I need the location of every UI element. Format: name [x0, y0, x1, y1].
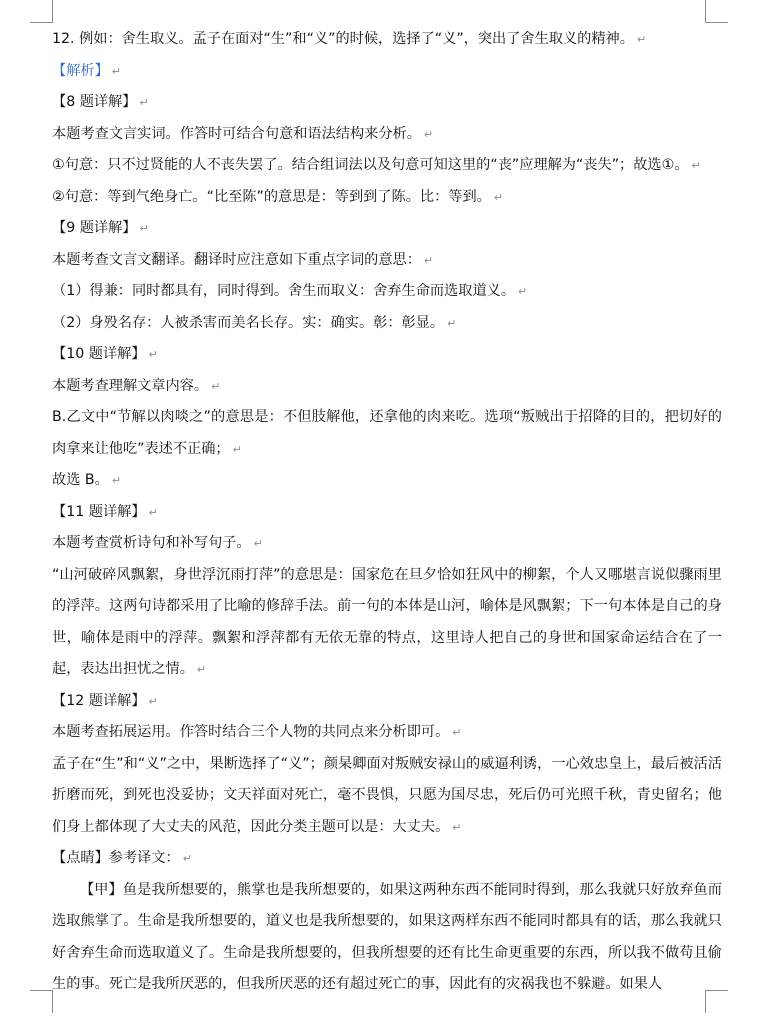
paragraph[interactable]: [52, 497, 722, 529]
paragraph[interactable]: [52, 717, 722, 749]
paragraph-text: 【10 题详解】: [52, 346, 146, 362]
paragraph[interactable]: [52, 150, 722, 182]
paragraph[interactable]: [52, 843, 722, 875]
paragraph-mark-icon: ↵: [196, 663, 207, 676]
paragraph-text: 本题考查赏析诗句和补写句子。: [52, 535, 251, 551]
paragraph-text: 本题考查文言实词。作答时可结合句意和语法结构来分析。: [52, 125, 421, 142]
paragraph-text: ②句意：等到气绝身亡。“比至陈”的意思是：等到到了陈。比：等到。: [52, 188, 491, 205]
paragraph-mark-icon: ↵: [452, 726, 462, 739]
paragraph-text: 【8 题详解】: [52, 94, 137, 110]
paragraph-text: 孟子在“生”和“义”之中，果断选择了“义”；颜杲卿面对叛贼安禄山的威逼利诱，一心效忠皇上，最后被活活折磨而死，到死也没妥协；文天祥面对死亡，毫不畏惧，只愿为国尽忠，死后仍可光照千秋，青史留名；他们身上都体现了大丈夫的风范，因此分类主题可以是：大丈夫。: [52, 755, 722, 835]
paragraph-mark-icon: ↵: [423, 253, 434, 267]
paragraph[interactable]: [52, 308, 722, 340]
paragraph-text: 【11 题详解】: [52, 503, 146, 520]
paragraph[interactable]: [52, 56, 722, 88]
paragraph-mark-icon: ↵: [423, 127, 434, 141]
paragraph-mark-icon: ↵: [139, 222, 149, 235]
paragraph-mark-icon: ↵: [452, 820, 462, 834]
paragraph-text: 本题考查文言文翻译。翻译时应注意如下重点字词的意思：: [52, 251, 421, 268]
paragraph-mark-icon: ↵: [493, 190, 504, 204]
paragraph-mark-icon: ↵: [148, 505, 158, 519]
paragraph-text: 本题考查理解文章内容。: [52, 377, 209, 394]
paragraph[interactable]: [52, 119, 722, 151]
paragraph-mark-icon: ↵: [636, 33, 647, 46]
paragraph-mark-icon: ↵: [148, 694, 158, 708]
paragraph[interactable]: [52, 465, 722, 497]
paragraph[interactable]: [52, 402, 722, 465]
paragraph-mark-icon: ↵: [111, 474, 122, 487]
paragraph-text: 故选 B。: [52, 472, 109, 488]
paragraph[interactable]: [52, 371, 722, 403]
paragraph-text: （2）身殁名存：人被杀害而美名长存。实：确实。彰：彰显。: [52, 314, 445, 331]
paragraph[interactable]: [52, 182, 722, 214]
paragraph-text: “山河破碎风飘絮，身世浮沉雨打萍”的意思是：国家危在旦夕恰如狂风中的柳絮，个人又哪堪言说似骤雨里的浮萍。这两句诗都采用了比喻的修辞手法。前一句的本体是山河，喻体是风飘絮；下一句本体是自己的身世，喻体是雨中的浮萍。飘絮和浮萍都有无依无靠的特点，这里诗人把自己的身世和国家命运结合在了一起，表达出担忧之情。: [52, 566, 722, 677]
paragraph-text: 【12 题详解】: [52, 692, 146, 709]
page-corner-mark-top-left: [30, 0, 53, 23]
paragraph-mark-icon: ↵: [139, 96, 149, 109]
paragraph[interactable]: [52, 875, 722, 1001]
paragraph[interactable]: [52, 528, 722, 560]
paragraph-mark-icon: ↵: [182, 852, 192, 865]
paragraph[interactable]: [52, 749, 722, 844]
paragraph-mark-icon: ↵: [148, 348, 158, 361]
paragraph-text: ①句意：只不过贤能的人不丧失罢了。结合组词法以及句意可知这里的“丧”应理解为“丧失”；故选①。: [52, 157, 689, 173]
page-corner-mark-bottom-left: [30, 990, 53, 1013]
paragraph-text: （1）得兼：同时都具有，同时得到。舍生而取义：舍弃生命而选取道义。: [52, 283, 516, 299]
paragraph-mark-icon: ↵: [253, 537, 263, 550]
paragraph-text: 12. 例如：舍生取义。孟子在面对“生”和“义”的时候，选择了“义”，突出了舍生取义的精神。: [52, 31, 634, 47]
paragraph-text: 【甲】鱼是我所想要的，熊掌也是我所想要的，如果这两种东西不能同时得到，那么我就只好放弃鱼而选取熊掌了。生命是我所想要的，道义也是我所想要的，如果这两样东西不能同时都具有的话，那么我就只好舍弃生命而选取道义了。生命是我所想要的，但我所想要的还有比生命更重要的东西，所以我不做苟且偷生的事。死亡是我所厌恶的，但我所厌恶的还有超过死亡的事，因此有的灾祸我也不躲避。如果人: [52, 881, 722, 992]
paragraph[interactable]: [52, 87, 722, 119]
paragraph-mark-icon: ↵: [211, 379, 221, 393]
document-page[interactable]: [52, 24, 722, 1001]
paragraph-mark-icon: ↵: [691, 159, 701, 172]
paragraph-mark-icon: ↵: [518, 285, 528, 298]
paragraph-mark-icon: ↵: [447, 316, 457, 330]
paragraph[interactable]: [52, 560, 722, 686]
page-corner-mark-top-right: [705, 0, 728, 23]
paragraph[interactable]: [52, 339, 722, 371]
paragraph-text: B.乙文中“节解以肉啖之”的意思是：不但肢解他，还拿他的肉来吃。选项“叛贼出于招降的目的，把切好的肉拿来让他吃”表述不正确；: [52, 409, 722, 457]
paragraph[interactable]: [52, 686, 722, 718]
paragraph[interactable]: [52, 245, 722, 277]
paragraph-text: 【9 题详解】: [52, 220, 137, 236]
paragraph-text: 【解析】: [52, 62, 109, 79]
paragraph[interactable]: [52, 213, 722, 245]
paragraph-text: 本题考查拓展运用。作答时结合三个人物的共同点来分析即可。: [52, 724, 450, 740]
paragraph[interactable]: [52, 276, 722, 308]
paragraph-mark-icon: ↵: [111, 64, 121, 78]
paragraph-mark-icon: ↵: [232, 442, 242, 456]
paragraph-text: 【点睛】参考译文：: [52, 850, 180, 866]
paragraph[interactable]: [52, 24, 722, 56]
